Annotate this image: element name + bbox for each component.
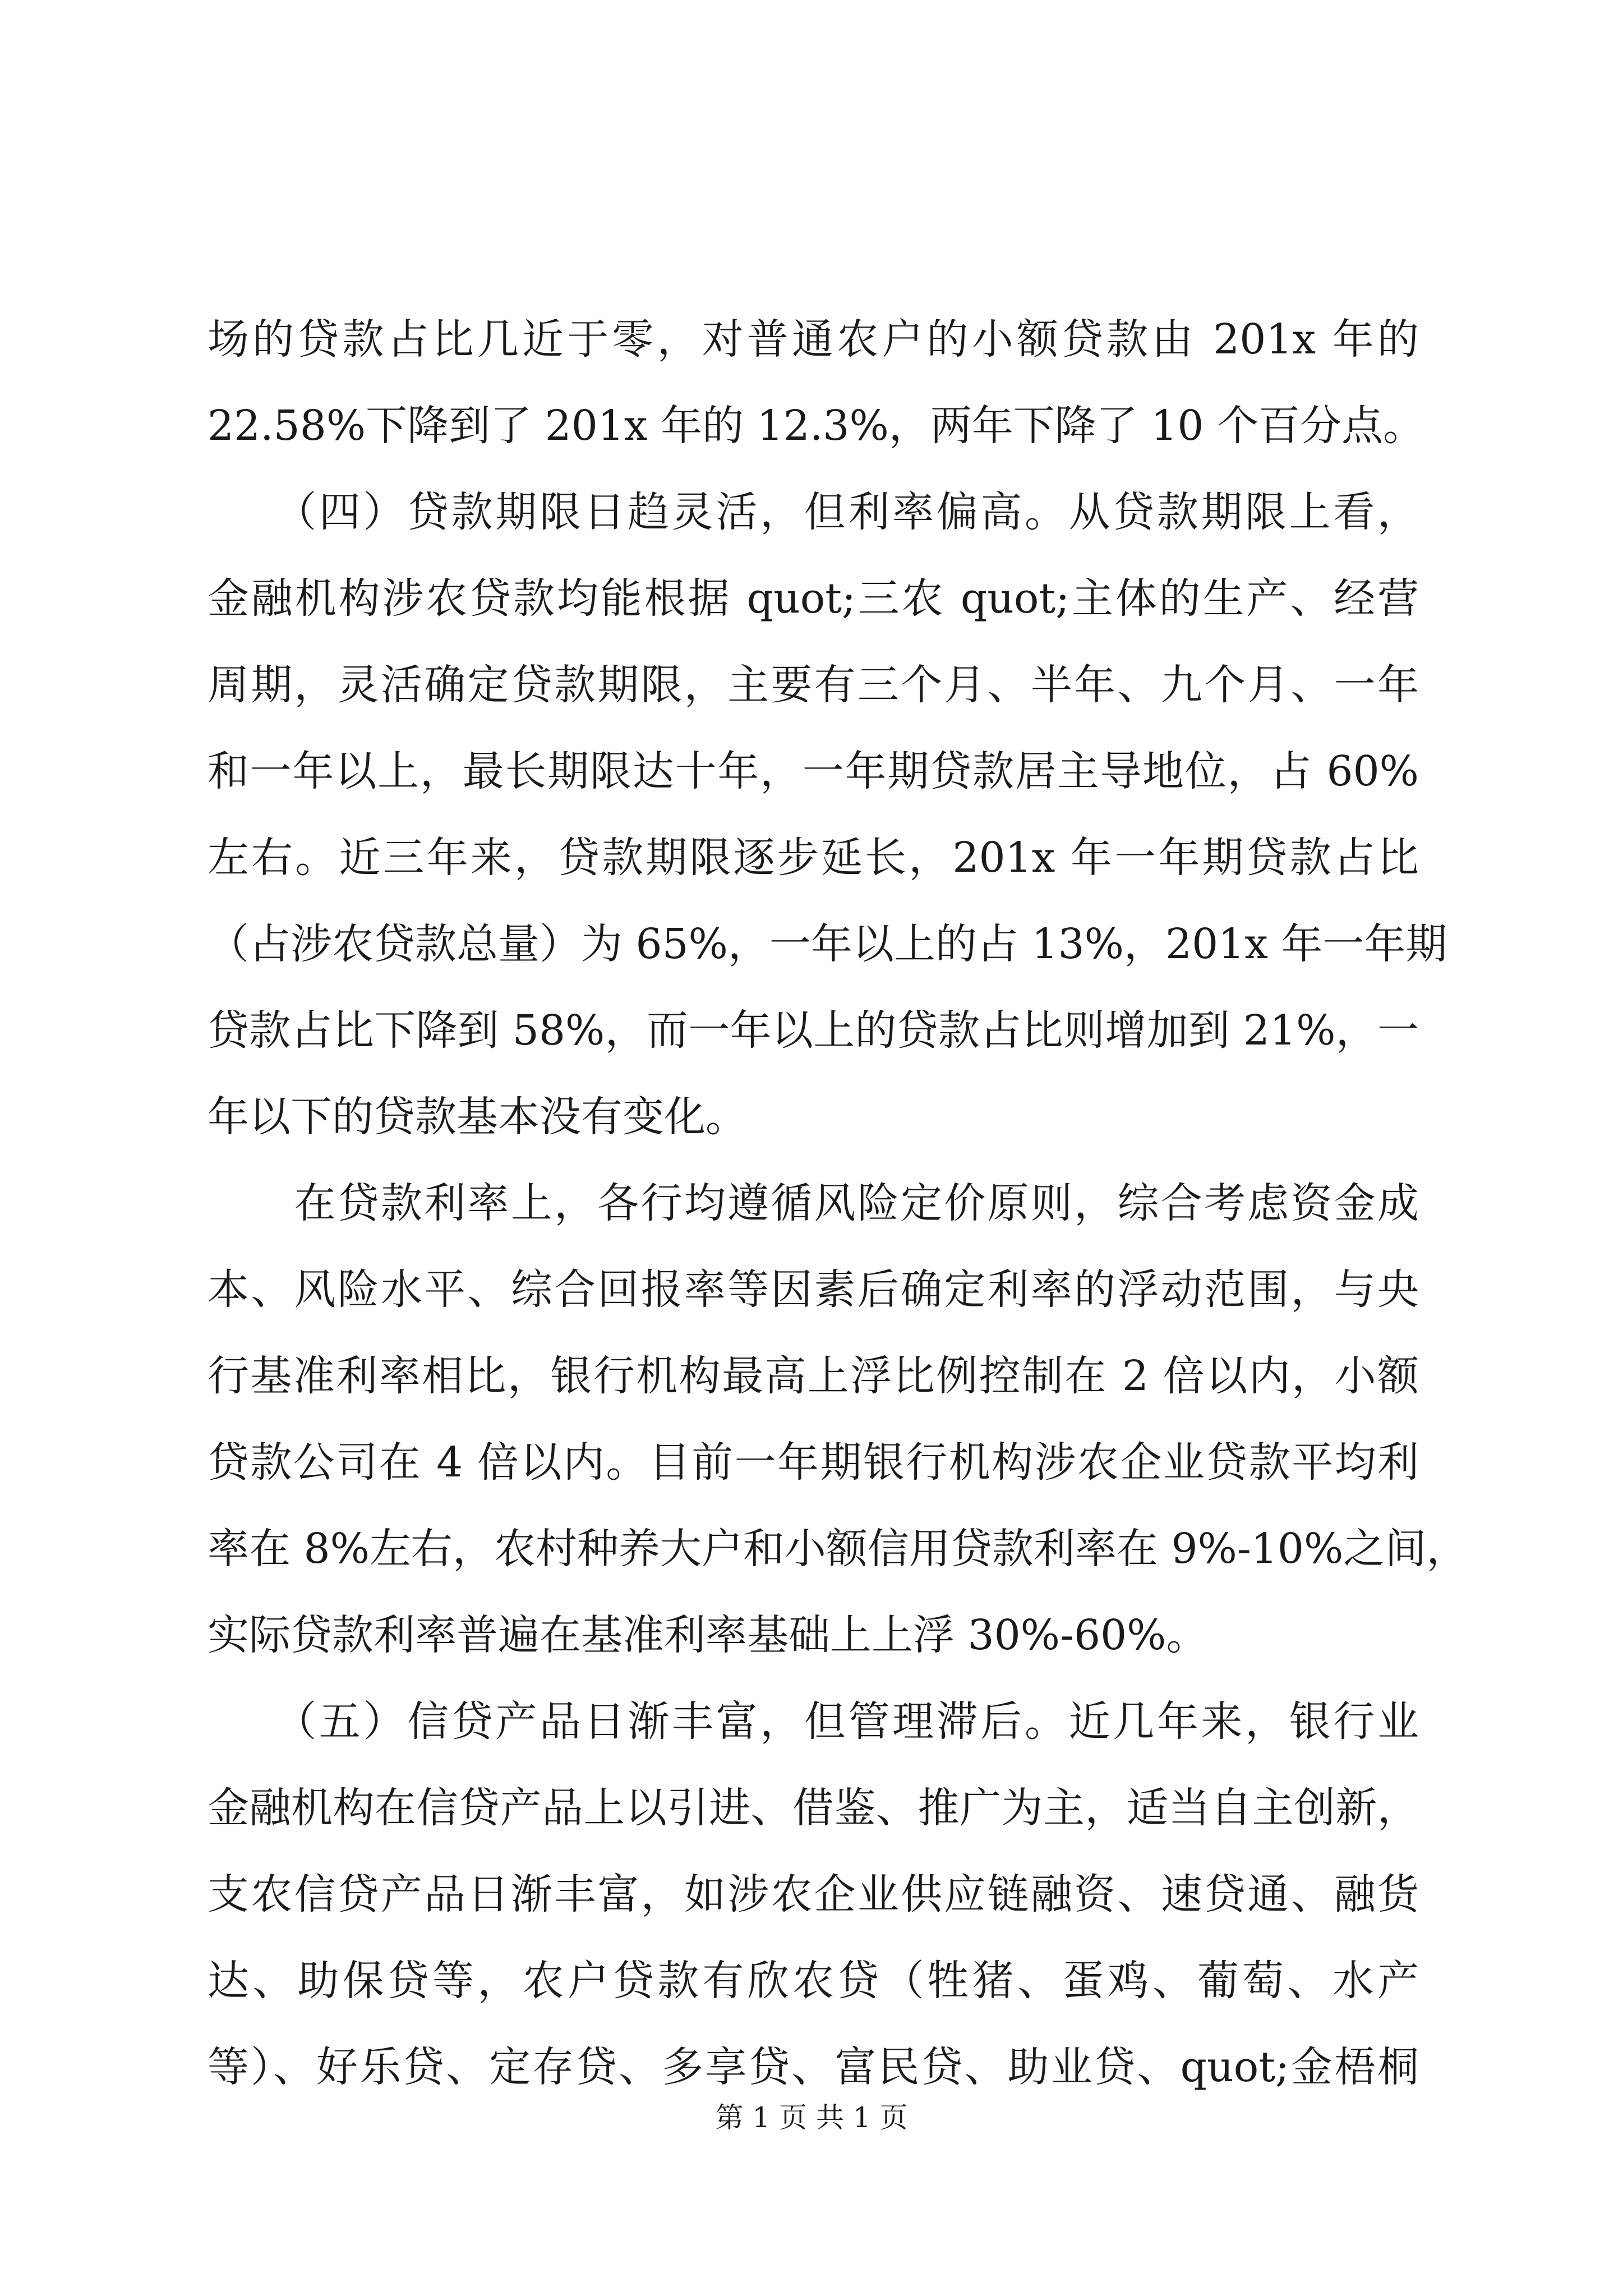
text-line: 行基准利率相比，银行机构最高上浮比例控制在 2 倍以内，小额: [208, 1352, 1419, 1400]
text-line: 实际贷款利率普遍在基准利率基础上上浮 30%-60%。: [208, 1611, 1208, 1659]
text-line: 左右。近三年来，贷款期限逐步延长，201x 年一年期贷款占比: [208, 834, 1419, 882]
page-number-label: 第 1 页 共 1 页: [715, 2101, 908, 2134]
text-line: 在贷款利率上，各行均遵循风险定价原则，综合考虑资金成: [208, 1179, 1419, 1227]
text-line: 支农信贷产品日渐丰富，如涉农企业供应链融资、速贷通、融货: [208, 1870, 1419, 1918]
text-line: 场的贷款占比几近于零，对普通农户的小额贷款由 201x 年的: [208, 315, 1419, 364]
text-line: 金融机构涉农贷款均能根据 quot;三农 quot;主体的生产、经营: [208, 574, 1419, 623]
text-line: （五）信贷产品日渐丰富，但管理滞后。近几年来，银行业: [208, 1697, 1419, 1746]
text-line: 年以下的贷款基本没有变化。: [208, 1093, 747, 1141]
text-line: 和一年以上，最长期限达十年，一年期贷款居主导地位，占 60%: [208, 747, 1419, 795]
text-line: 本、风险水平、综合回报率等因素后确定利率的浮动范围，与央: [208, 1266, 1419, 1314]
text-line: 周期，灵活确定贷款期限，主要有三个月、半年、九个月、一年: [208, 661, 1419, 709]
text-line: 率在 8%左右，农村种养大户和小额信用贷款利率在 9%-10%之间，: [208, 1525, 1468, 1573]
text-line: 贷款占比下降到 58%，而一年以上的贷款占比则增加到 21%，一: [208, 1006, 1419, 1055]
text-line: （占涉农贷款总量）为 65%，一年以上的占 13%，201x 年一年期: [208, 920, 1447, 968]
text-line: 贷款公司在 4 倍以内。目前一年期银行机构涉农企业贷款平均利: [208, 1438, 1419, 1487]
text-line: 金融机构在信贷产品上以引进、借鉴、推广为主，适当自主创新，: [208, 1784, 1419, 1832]
page-footer: [0, 2098, 1623, 2137]
text-line: 22.58%下降到了 201x 年的 12.3%，两年下降了 10 个百分点。: [208, 402, 1424, 450]
text-line: 等）、好乐贷、定存贷、多享贷、富民贷、助业贷、quot;金梧桐: [208, 2043, 1419, 2091]
text-line: （四）贷款期限日趋灵活，但利率偏高。从贷款期限上看，: [208, 488, 1419, 536]
document-body: [208, 296, 1468, 2110]
text-line: 达、助保贷等，农户贷款有欣农贷（牲猪、蛋鸡、葡萄、水产: [208, 1957, 1419, 2005]
